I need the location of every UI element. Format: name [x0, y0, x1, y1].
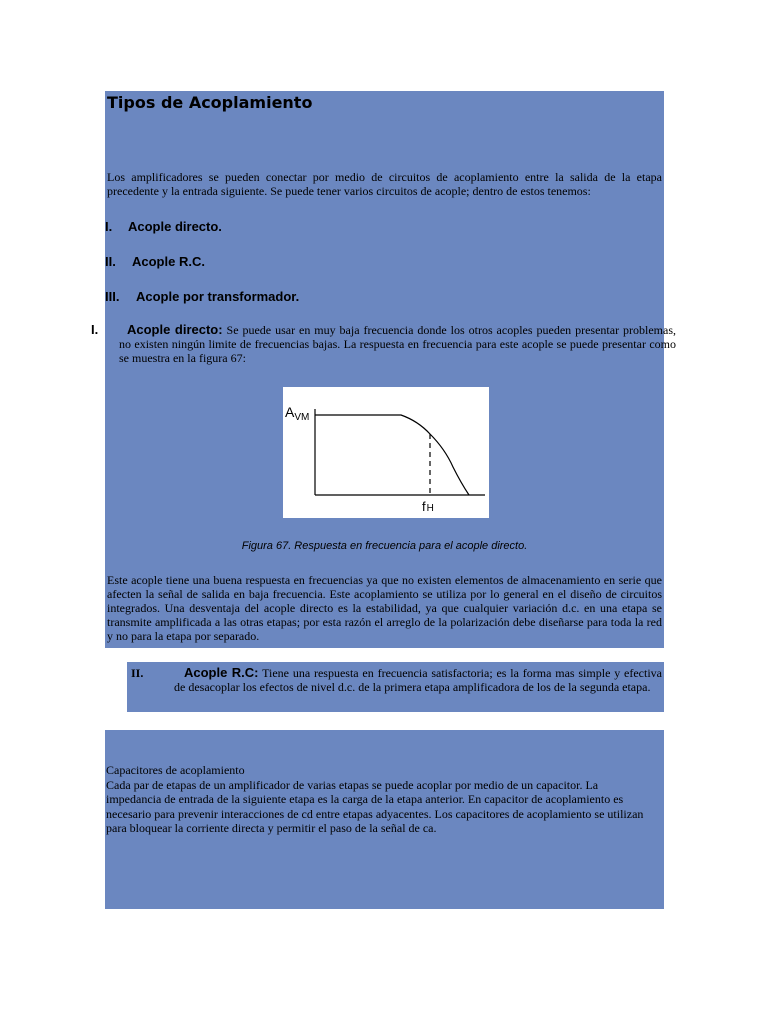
list-item-label: Acople R.C.	[132, 254, 205, 269]
section-heading: Acople directo:	[127, 322, 223, 337]
list-item-acople-transformador	[105, 289, 299, 304]
rc-coupling-paragraph	[174, 666, 662, 694]
page-title: Tipos de Acoplamiento	[107, 93, 313, 112]
list-item-label: Acople por transformador.	[136, 289, 300, 304]
list-item-label: Acople directo.	[128, 219, 222, 234]
capacitors-section-panel	[105, 730, 664, 909]
response-curve	[315, 415, 469, 495]
x-axis-label: fH	[422, 499, 434, 514]
capacitors-paragraph	[106, 763, 656, 836]
list-item-number: II.	[105, 254, 116, 269]
main-section-panel	[91, 91, 676, 648]
figure-caption: Figura 67. Respuesta en frecuencia para el acople directo.	[241, 540, 528, 552]
rc-section-panel	[127, 662, 664, 712]
frequency-response-plot	[283, 387, 489, 518]
capacitors-heading: Capacitores de acoplamiento	[106, 763, 245, 777]
list-item-number: I.	[105, 219, 113, 234]
section-text: Se puede usar en muy baja frecuencia donde los otros acoples pueden presentar problemas, no existen ningún limite de frecuencias bajas. La respuesta en frecuencia para este acople se puede presentar como se muestra en la figura 67:	[119, 323, 676, 365]
list-item-acople-directo	[105, 219, 222, 234]
list-item-number: III.	[105, 289, 120, 304]
y-axis-label: $A_{VM}$	[285, 404, 310, 423]
frequency-response-figure	[283, 387, 489, 518]
list-item-acople-rc	[105, 254, 205, 269]
capacitors-text: Cada par de etapas de un amplificador de varias etapas se puede acoplar por medio de un capacitor. La impedancia de entrada de la siguiente etapa es la carga de la etapa anterior. En capacitor de acoplamiento es necesario para prevenir interacciones de cd entre etapas adyacentes. Los capacitores de acoplamiento se utilizan para bloquear la corriente directa y permitir el paso de la señal de ca.	[106, 777, 644, 835]
section-heading: Acople R.C:	[184, 665, 259, 680]
direct-coupling-paragraph	[91, 322, 676, 365]
section-number: I.	[91, 322, 99, 337]
direct-coupling-paragraph-2: Este acople tiene una buena respuesta en frecuencias ya que no existen elementos de almacenamiento en serie que afecten la señal de salida en baja frecuencia. Este acoplamiento se utiliza por lo general en el diseño de circuitos integrados. Una desventaja del acople directo es la estabilidad, ya que cualquier variación d.c. en una etapa se transmite amplificada a las otras etapas; por esta razón el arreglo de la polarización debe diseñarse para toda la red y no para la etapa por separado.	[107, 573, 662, 643]
section-text: Tiene una respuesta en frecuencia satisfactoria; es la forma mas simple y efectiva de desacoplar los efectos de nivel d.c. de la primera etapa amplificadora de los de la segunda etapa.	[174, 666, 662, 694]
intro-paragraph: Los amplificadores se pueden conectar por medio de circuitos de acoplamiento entre la salida de la etapa precedente y la entrada siguiente. Se puede tener varios circuitos de acople; dentro de estos tenemos:	[107, 170, 662, 198]
section-number: II.	[131, 666, 144, 680]
